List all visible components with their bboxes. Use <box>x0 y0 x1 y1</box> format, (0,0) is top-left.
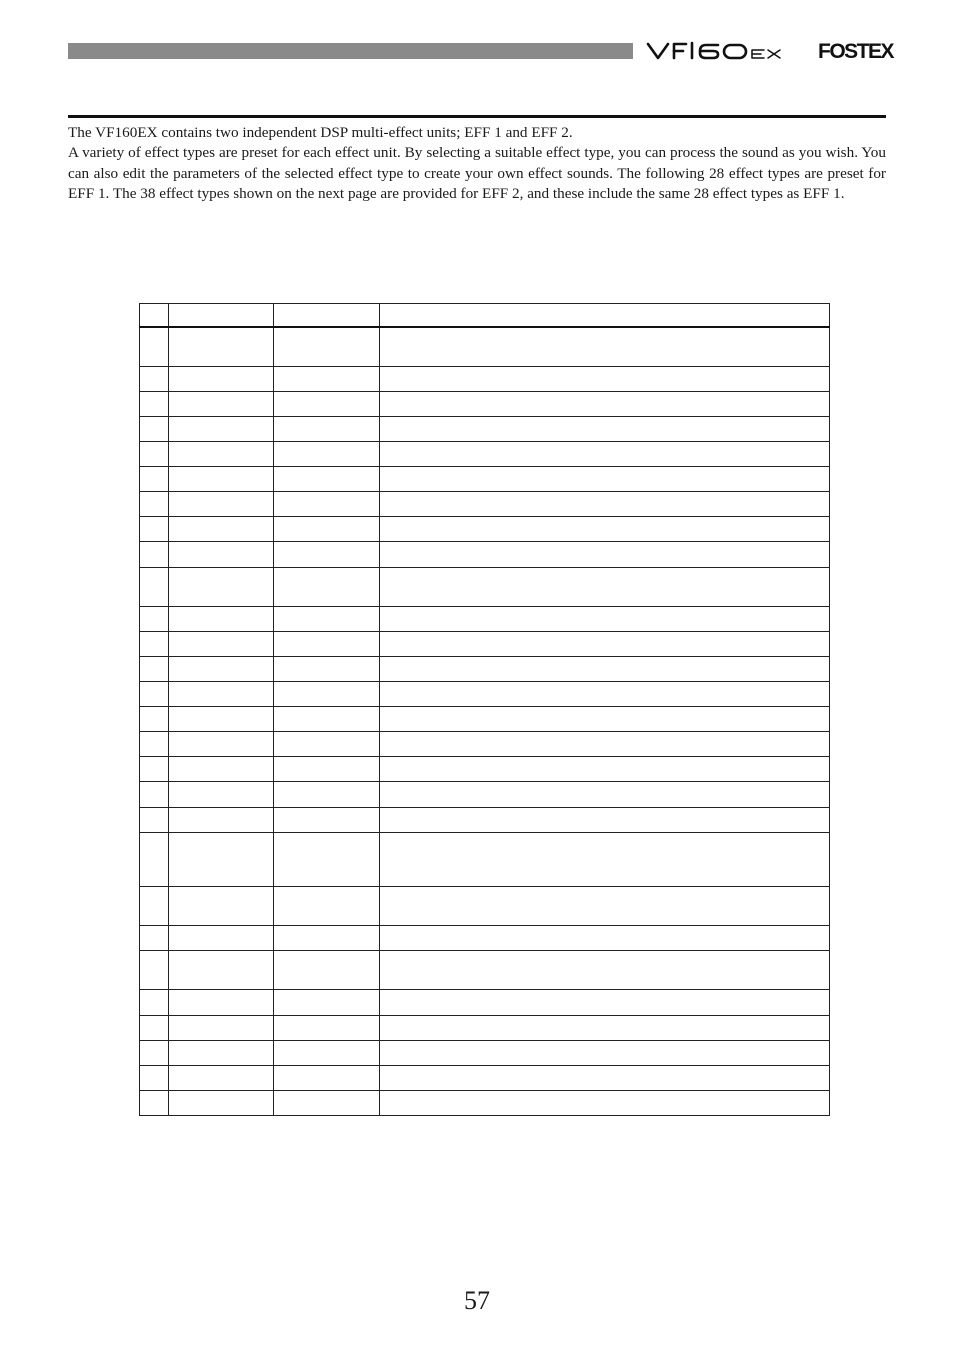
intro-paragraph-1: The VF160EX contains two independent DSP multi-effect units; EFF 1 and EFF 2. <box>68 124 573 141</box>
table-row <box>140 1040 830 1065</box>
table-row <box>140 807 830 832</box>
table-header-row <box>140 304 830 328</box>
table-row <box>140 492 830 517</box>
table-row <box>140 517 830 542</box>
table-row <box>140 606 830 631</box>
table-row <box>140 782 830 807</box>
table-row <box>140 542 830 567</box>
vf160ex-logo <box>646 38 804 64</box>
table-row <box>140 416 830 441</box>
table-row <box>140 442 830 467</box>
effect-types-table <box>139 303 830 1116</box>
table-row <box>140 951 830 990</box>
table-row <box>140 707 830 732</box>
table-row <box>140 1065 830 1090</box>
intro-text <box>68 123 886 205</box>
header-cell-description <box>380 304 830 328</box>
page-number: 57 <box>464 1286 490 1315</box>
header-cell-effect <box>169 304 274 328</box>
header-cell-number <box>140 304 169 328</box>
table-row <box>140 926 830 951</box>
table-row <box>140 567 830 606</box>
intro-paragraph-2: A variety of effect types are preset for each effect unit. By selecting a suitable effect type, you can process the sound as you wish. You can also edit the parameters of the selected effect type to create your own effect sounds. The following 28 effect types are preset for EFF 1. The 38 effect types shown on the next page are provided for EFF 2, and these include the same 28 effect types as EFF 1. <box>68 144 886 203</box>
table-row <box>140 327 830 366</box>
table-row <box>140 391 830 416</box>
table-row <box>140 732 830 757</box>
table-row <box>140 757 830 782</box>
table-row <box>140 366 830 391</box>
header-bar <box>68 43 633 59</box>
table-row <box>140 886 830 925</box>
table-row <box>140 832 830 886</box>
table-row <box>140 990 830 1015</box>
table-row <box>140 467 830 492</box>
table-row <box>140 682 830 707</box>
table-row <box>140 656 830 681</box>
table-row <box>140 631 830 656</box>
section-divider <box>68 115 886 118</box>
table-row <box>140 1015 830 1040</box>
header-cell-type <box>274 304 380 328</box>
fostex-logo: FOSTEX <box>818 40 894 63</box>
table-row <box>140 1090 830 1115</box>
